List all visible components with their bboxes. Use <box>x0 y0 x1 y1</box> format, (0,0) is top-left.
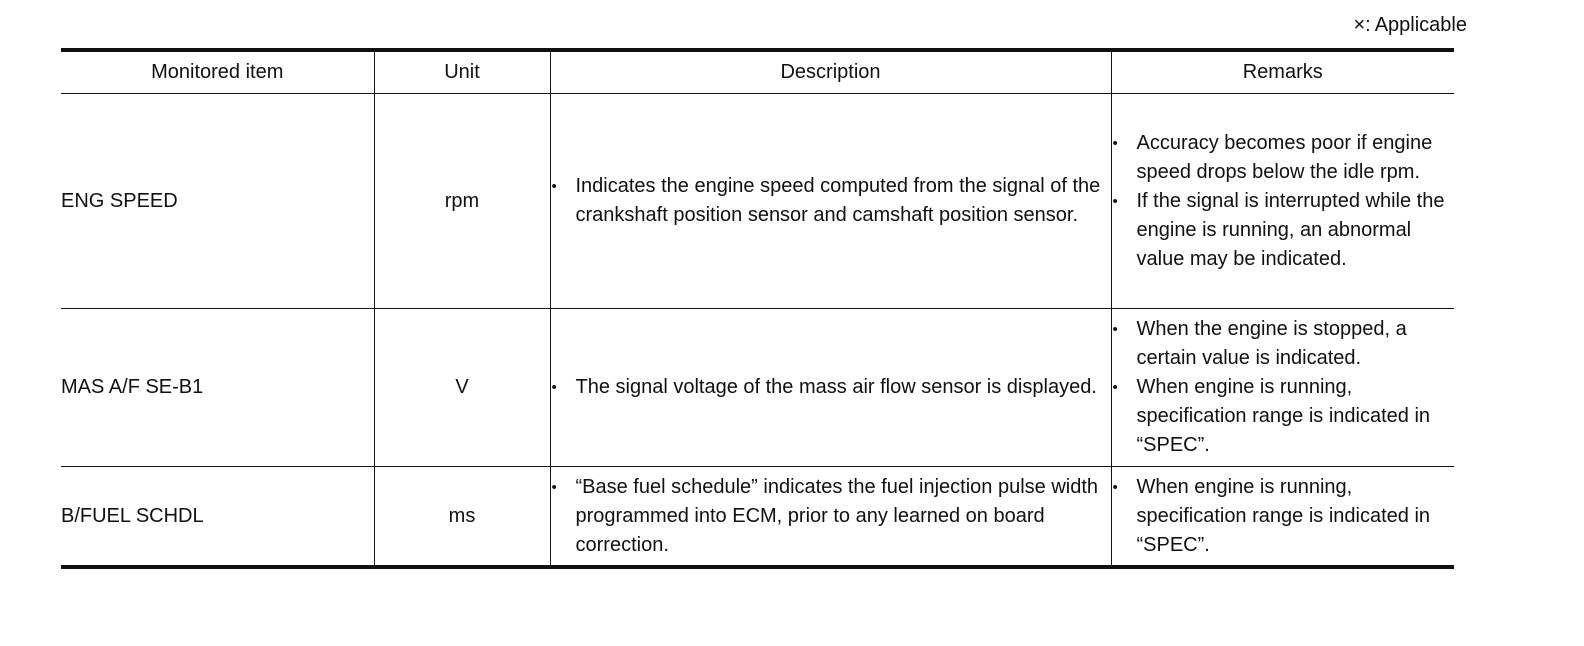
legend-mark: ×: <box>1353 14 1371 36</box>
table-header-row <box>61 50 1454 94</box>
legend-text: Applicable <box>1374 14 1467 36</box>
header-unit: Unit <box>374 50 550 94</box>
description-item: • Indicates the engine speed computed from the signal of the crankshaft position sensor and camshaft position sensor. <box>551 172 1111 230</box>
legend <box>1353 13 1467 37</box>
table-row <box>61 309 1454 467</box>
remark-item: • When engine is running, specification range is indicated in “SPEC”. <box>1112 473 1455 560</box>
unit-cell: rpm <box>374 94 550 309</box>
table-row <box>61 467 1454 568</box>
description-list <box>551 373 1111 402</box>
remark-item: • When the engine is stopped, a certain value is indicated. <box>1112 315 1455 373</box>
remarks-cell <box>1111 94 1454 309</box>
header-monitored-item: Monitored item <box>61 50 374 94</box>
description-cell <box>550 94 1111 309</box>
remarks-cell <box>1111 309 1454 467</box>
monitor-item-table <box>61 48 1454 569</box>
description-cell <box>550 467 1111 568</box>
remarks-list <box>1112 315 1455 460</box>
remark-item: • When engine is running, specification range is indicated in “SPEC”. <box>1112 373 1455 460</box>
unit-cell: ms <box>374 467 550 568</box>
description-item: • “Base fuel schedule” indicates the fuel injection pulse width programmed into ECM, prior to any learned on board correction. <box>551 473 1111 560</box>
description-cell <box>550 309 1111 467</box>
remarks-cell <box>1111 467 1454 568</box>
header-remarks: Remarks <box>1111 50 1454 94</box>
remark-item: • Accuracy becomes poor if engine speed drops below the idle rpm. <box>1112 129 1455 187</box>
monitored-item-cell: B/FUEL SCHDL <box>61 467 374 568</box>
remarks-list <box>1112 473 1455 560</box>
description-list <box>551 473 1111 560</box>
monitored-item-cell: MAS A/F SE-B1 <box>61 309 374 467</box>
description-item: • The signal voltage of the mass air flow sensor is displayed. <box>551 373 1111 402</box>
remarks-list <box>1112 129 1455 274</box>
unit-cell: V <box>374 309 550 467</box>
description-list <box>551 172 1111 230</box>
header-description: Description <box>550 50 1111 94</box>
remark-item: • If the signal is interrupted while the engine is running, an abnormal value may be indicated. <box>1112 187 1455 274</box>
monitored-item-cell: ENG SPEED <box>61 94 374 309</box>
table-row <box>61 94 1454 309</box>
